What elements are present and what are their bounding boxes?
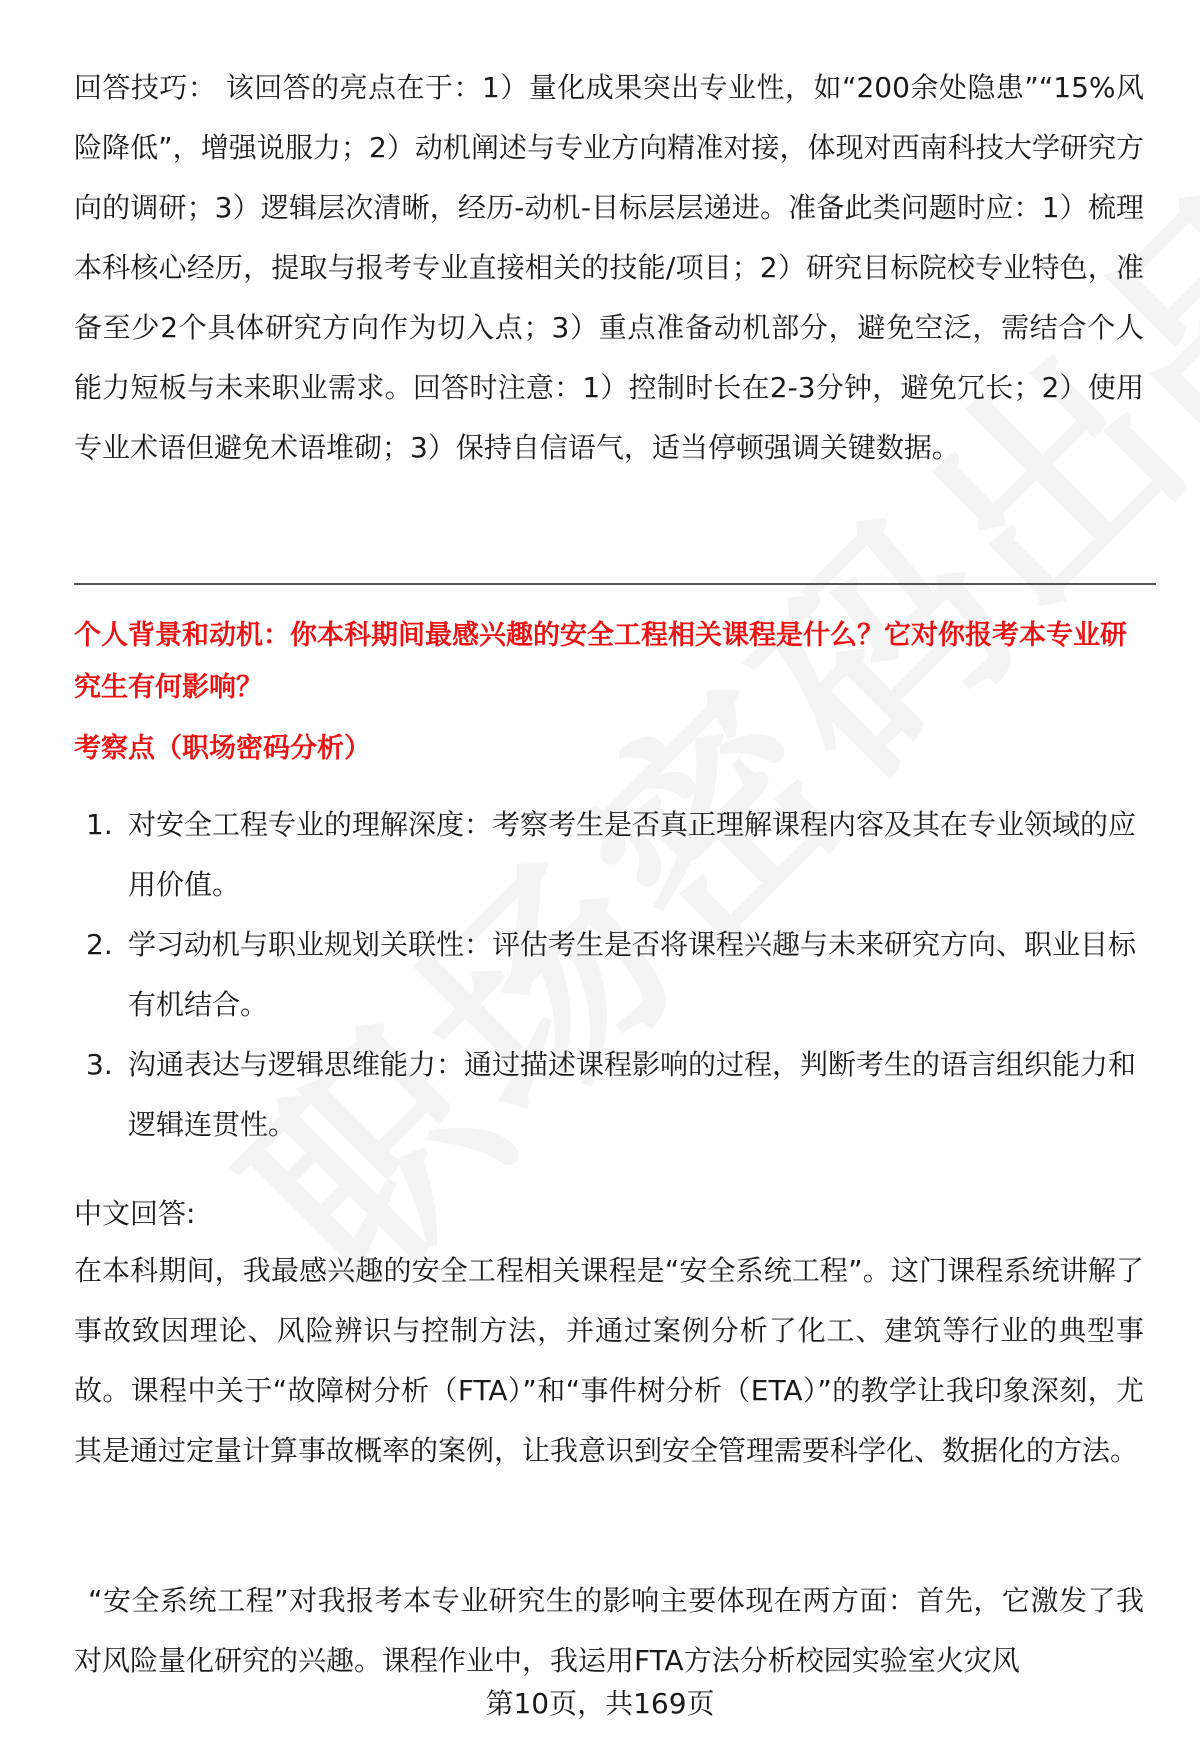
answer-paragraph-1: 在本科期间，我最感兴趣的安全工程相关课程是“安全系统工程”。这门课程系统讲解了事故致因理论、风险辨识与控制方法，并通过案例分析了化工、建筑等行业的典型事故。课程中关于“故障树分析（FTA）”和“事件树分析（ETA）”的教学让我印象深刻，尤其是通过定量计算事故概率的案例，让我意识到安全管理需要科学化、数据化的方法。	[74, 1254, 1144, 1467]
focus-item-text: 沟通表达与逻辑思维能力：通过描述课程影响的过程，判断考生的语言组织能力和逻辑连贯性。	[128, 1048, 1137, 1141]
focus-heading: 考察点（职场密码分析）	[74, 733, 371, 764]
focus-item-number: 3.	[86, 1048, 113, 1081]
focus-list	[74, 795, 1144, 1155]
focus-item-text: 学习动机与职业规划关联性：评估考生是否将课程兴趣与未来研究方向、职业目标有机结合。	[128, 928, 1137, 1021]
focus-item	[74, 915, 1144, 1035]
answer-label: 中文回答:	[74, 1197, 196, 1230]
question-heading: 个人背景和动机：你本科期间最感兴趣的安全工程相关课程是什么？它对你报考本专业研究生有何影响？	[74, 620, 1127, 703]
focus-item-number: 2.	[86, 928, 113, 961]
section-divider	[74, 583, 1156, 585]
focus-item	[74, 1035, 1144, 1155]
focus-item-number: 1.	[86, 808, 113, 841]
page-footer: 第10页，共169页	[485, 1687, 715, 1720]
focus-item	[74, 795, 1144, 915]
answer-paragraph-2: “安全系统工程”对我报考本专业研究生的影响主要体现在两方面：首先，它激发了我对风险量化研究的兴趣。课程作业中，我运用FTA方法分析校园实验室火灾风	[74, 1584, 1144, 1677]
tips-section	[74, 58, 1144, 478]
focus-item-text: 对安全工程专业的理解深度：考察考生是否真正理解课程内容及其在专业领域的应用价值。	[128, 808, 1137, 901]
answer-tips-paragraph: 回答技巧： 该回答的亮点在于：1）量化成果突出专业性，如“200余处隐患”“15%风险降低”，增强说服力；2）动机阐述与专业方向精准对接，体现对西南科技大学研究方向的调研；3）逻辑层次清晰，经历-动机-目标层层递进。准备此类问题时应：1）梳理本科核心经历，提取与报考专业直接相关的技能/项目；2）研究目标院校专业特色，准备至少2个具体研究方向作为切入点；3）重点准备动机部分，避免空泛，需结合个人能力短板与未来职业需求。回答时注意：1）控制时长在2-3分钟，避免冗长；2）使用专业术语但避免术语堆砌；3）保持自信语气，适当停顿强调关键数据。	[74, 71, 1144, 464]
